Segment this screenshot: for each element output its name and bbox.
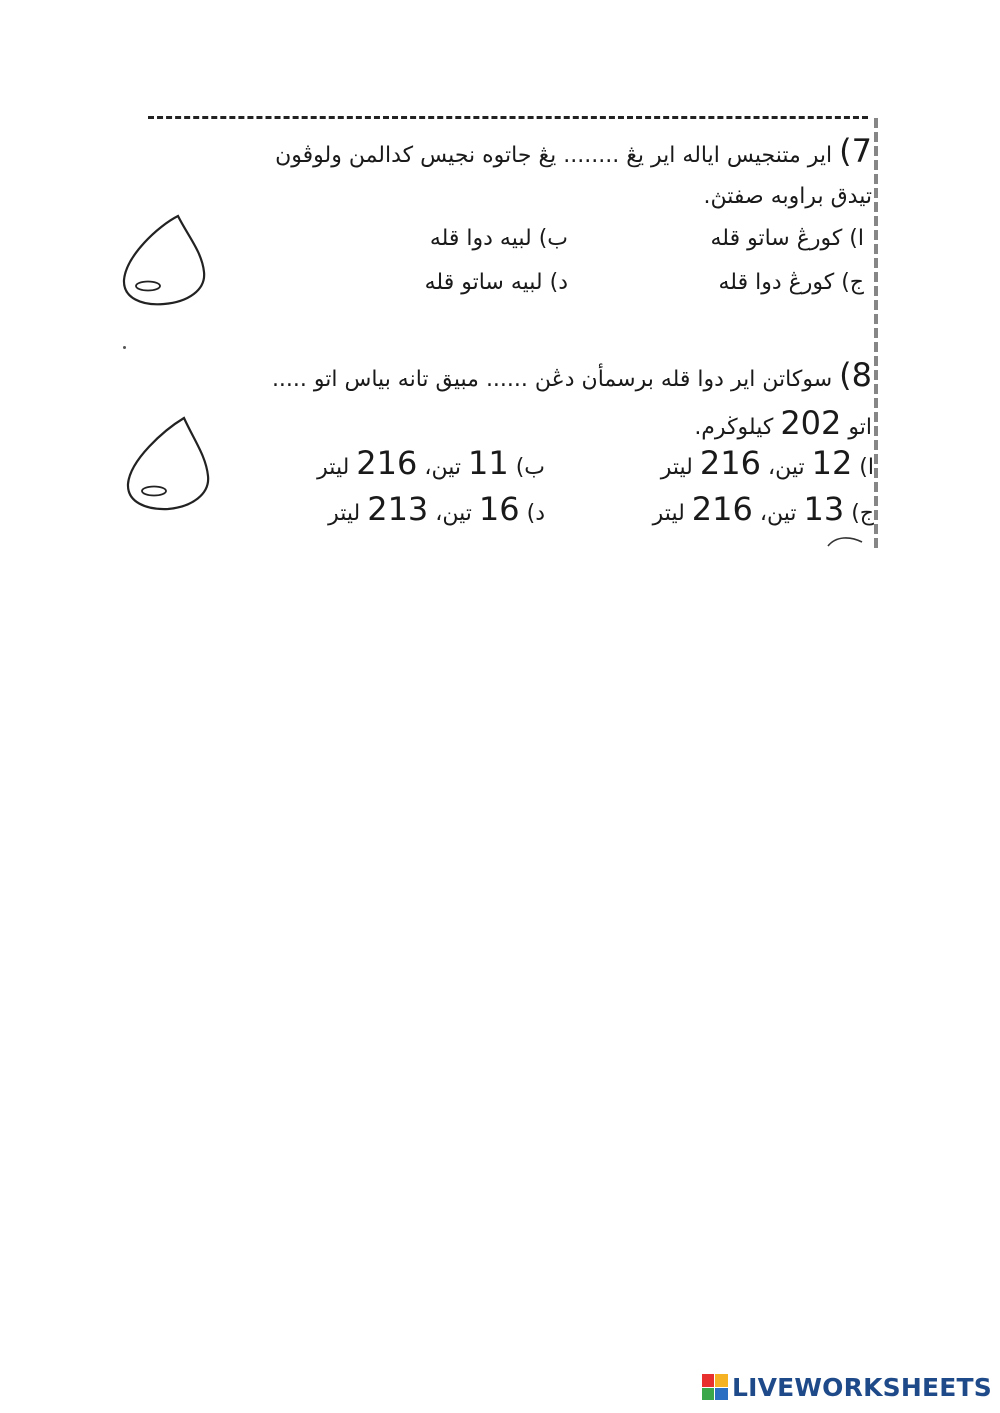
q7-option-b: ب) لبيه دوا قله	[429, 226, 568, 251]
q7-option-d: د) لبيه ساتو قله	[424, 270, 568, 295]
q8-option-c: ج) 13 تين، 216 ليتر	[652, 490, 874, 528]
q8-answer-drop-icon[interactable]	[122, 414, 214, 514]
q8-option-a: ا) 12 تين، 216 ليتر	[660, 444, 874, 482]
scanned-worksheet	[118, 118, 878, 548]
q7-number: 7)	[839, 132, 872, 170]
q8-option-b: ب) 11 تين، 216 ليتر	[317, 444, 545, 482]
q8-option-d: د) 16 تين، 213 ليتر	[328, 490, 545, 528]
torn-right-edge	[874, 118, 878, 548]
q7-answer-drop-icon[interactable]	[118, 212, 210, 308]
scan-mark	[826, 534, 866, 548]
speck	[123, 346, 126, 349]
q7-option-c: ج) كورڠ دوا قله	[718, 270, 864, 295]
q8-line1: 8) سوكاتن اير دوا قله برسمأن دڠن ...... مبيق تانه بياس اتو .....	[271, 356, 872, 394]
q7-line1: 7) اير متنجيس اياله اير يڠ ........ يڠ جاتوه نجيس كدالمن ولوڤون	[275, 132, 872, 170]
q7-line2: تيدق براوبه صفتڽ.	[703, 184, 872, 209]
q8-number: 8)	[839, 356, 872, 394]
torn-top-edge	[148, 116, 868, 125]
brand-name: LIVEWORKSHEETS	[731, 1372, 992, 1402]
logo-grid-icon	[702, 1374, 728, 1400]
liveworksheets-logo[interactable]	[702, 1371, 992, 1403]
q8-line2: اتو 202 كيلوڬرم.	[694, 404, 872, 442]
q7-option-a: ا) كورڠ ساتو قله	[710, 226, 864, 251]
